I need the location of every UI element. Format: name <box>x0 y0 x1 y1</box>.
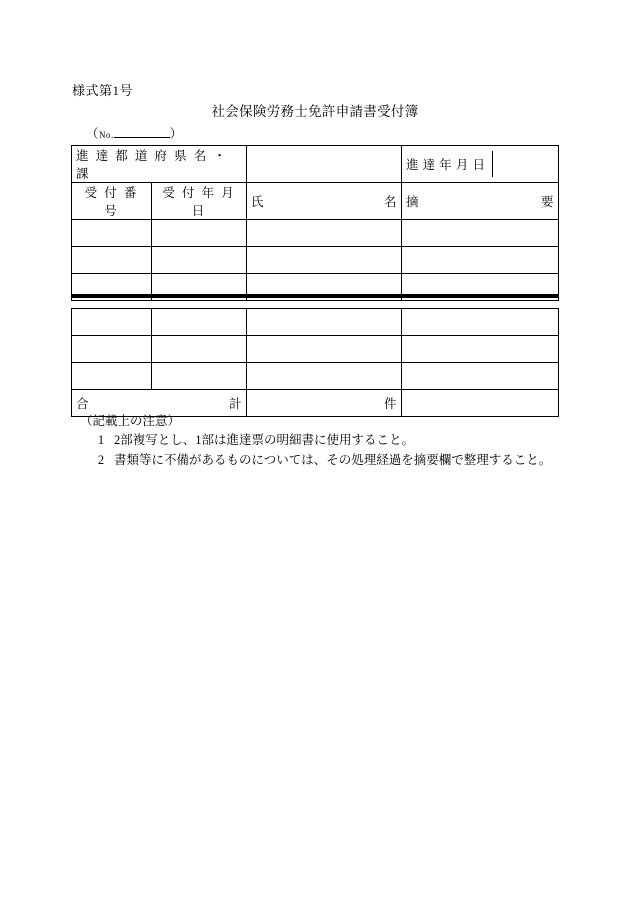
label-name-left: 氏 <box>251 195 265 209</box>
no-label: No. <box>99 130 114 140</box>
column-header-name <box>247 183 402 220</box>
cell-remarks[interactable] <box>402 247 559 274</box>
cell-receipt-date[interactable] <box>152 309 247 336</box>
cell-receipt-number[interactable] <box>72 363 152 390</box>
table-row <box>72 247 559 274</box>
cell-progress-date-value[interactable] <box>492 151 558 177</box>
cell-prefecture-label <box>72 146 247 183</box>
cell-progress-date <box>402 146 559 183</box>
note-number: 2 <box>97 452 105 467</box>
column-header-receipt-date <box>152 183 247 220</box>
cell-receipt-date[interactable] <box>152 247 247 274</box>
paren-close: ） <box>169 127 183 141</box>
label-total-left: 合 <box>76 397 90 411</box>
label-remarks-left: 摘 <box>406 195 420 209</box>
note-text: 2部複写とし、1部は進達票の明細書に使用すること。 <box>114 433 415 448</box>
cell-name[interactable] <box>247 220 402 247</box>
notes-section <box>80 412 600 470</box>
cell-receipt-number[interactable] <box>72 247 152 274</box>
total-count-group <box>251 394 397 412</box>
cell-receipt-date[interactable] <box>152 220 247 247</box>
note-item <box>88 431 600 450</box>
table-header-row <box>72 183 559 220</box>
table-row <box>72 220 559 247</box>
cell-prefecture-value[interactable] <box>247 146 402 183</box>
table-row <box>72 309 559 336</box>
cell-name[interactable] <box>247 309 402 336</box>
label-receipt-date: 受 付 年 月 日 <box>162 186 236 218</box>
label-total-right: 計 <box>228 397 242 411</box>
label-receipt-number: 受 付 番 号 <box>84 186 139 218</box>
notes-heading: （記載上の注意） <box>80 414 181 428</box>
receipt-table-top <box>71 145 559 301</box>
cell-name[interactable] <box>247 363 402 390</box>
note-item <box>88 451 600 470</box>
label-count-unit: 件 <box>383 397 397 411</box>
table-row <box>72 336 559 363</box>
no-blank-field[interactable] <box>114 125 170 138</box>
table-row-prefecture <box>72 146 559 183</box>
label-remarks-right: 要 <box>541 195 555 209</box>
section-divider <box>71 294 558 298</box>
total-label-group <box>76 394 242 412</box>
note-number: 1 <box>97 433 105 448</box>
cell-remarks[interactable] <box>402 309 559 336</box>
cell-name[interactable] <box>247 336 402 363</box>
form-number: 様式第1号 <box>72 83 134 98</box>
table-row <box>72 363 559 390</box>
paren-open: （ <box>86 127 100 141</box>
cell-remarks[interactable] <box>402 336 559 363</box>
progress-date-group <box>406 151 554 177</box>
cell-remarks[interactable] <box>402 363 559 390</box>
serial-number-line <box>86 124 183 142</box>
cell-receipt-date[interactable] <box>152 336 247 363</box>
cell-receipt-number[interactable] <box>72 309 152 336</box>
cell-receipt-number[interactable] <box>72 336 152 363</box>
label-name-group <box>251 192 397 210</box>
cell-name[interactable] <box>247 247 402 274</box>
label-name-right: 名 <box>384 195 398 209</box>
note-text: 書類等に不備があるものについては、その処理経過を摘要欄で整理すること。 <box>114 452 552 467</box>
label-prefecture: 進 達 都 道 府 県 名 ・ 課 <box>76 149 228 181</box>
receipt-table-bottom <box>71 308 559 417</box>
label-progress-date: 進 達 年 月 日 <box>406 158 486 172</box>
cell-receipt-number[interactable] <box>72 220 152 247</box>
cell-remarks[interactable] <box>402 220 559 247</box>
column-header-receipt-number <box>72 183 152 220</box>
cell-receipt-date[interactable] <box>152 363 247 390</box>
page-title: 社会保険労務士免許申請書受付簿 <box>211 104 419 119</box>
column-header-remarks <box>402 183 559 220</box>
label-remarks-group <box>406 192 554 210</box>
